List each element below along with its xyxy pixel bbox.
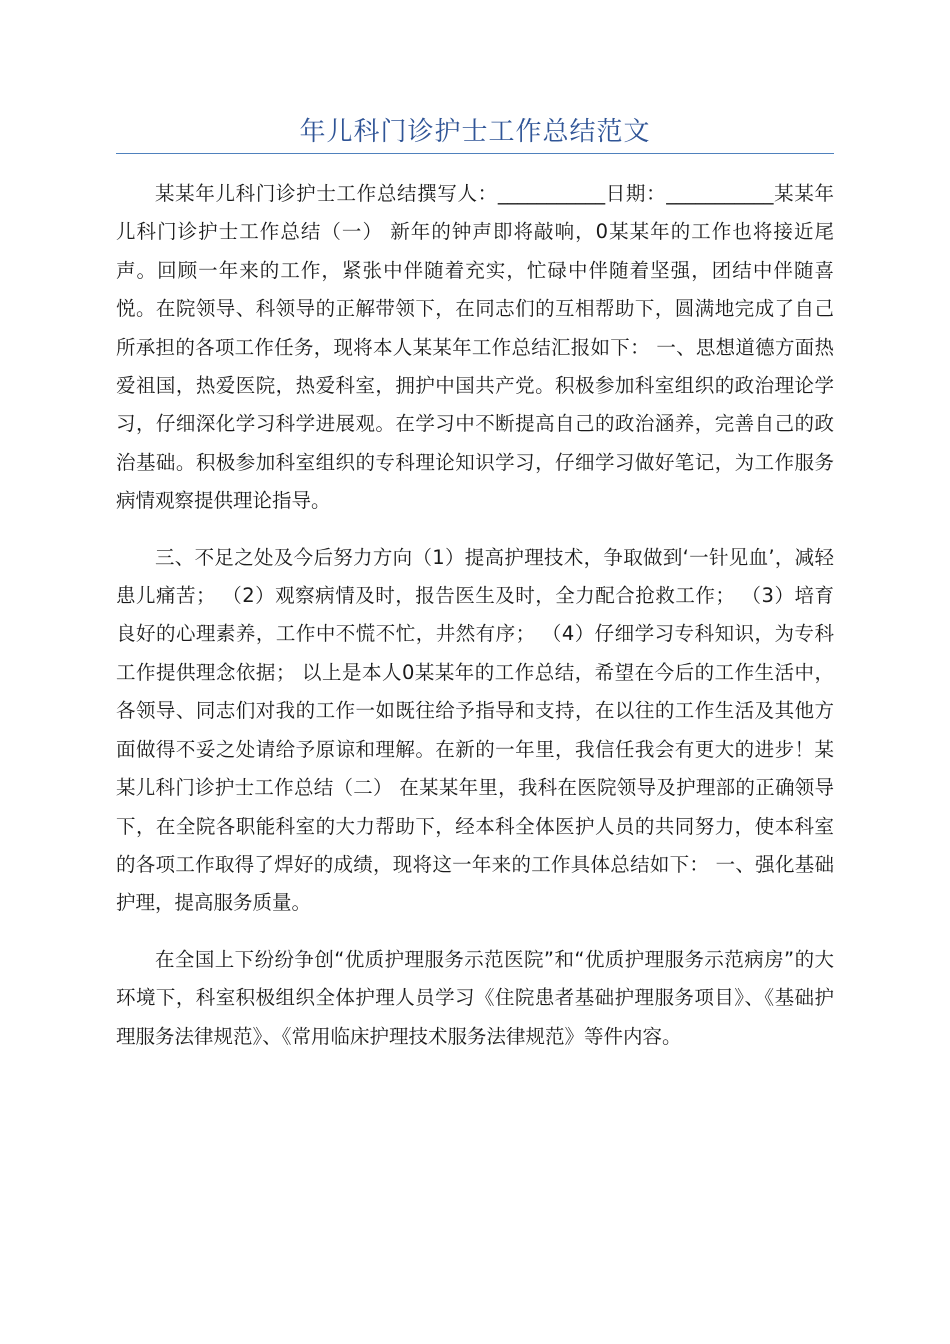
document-body [116,175,834,1074]
title-underline [116,153,834,154]
paragraph: 某某年儿科门诊护士工作总结撰写人：___________日期：___________某某年儿科门诊护士工作总结（一） 新年的钟声即将敲响，0某某年的工作也将接近尾声。回顾一年来的工作，紧张中伴随着充实，忙碌中伴随着坚强，团结中伴随喜悦。在院领导、科领导的正解带领下，在同志们的互相帮助下，圆满地完成了自己所承担的各项工作任务，现将本人某某年工作总结汇报如下： 一、思想道德方面热爱祖国，热爱医院，热爱科室，拥护中国共产党。积极参加科室组织的政治理论学习，仔细深化学习科学进展观。在学习中不断提高自己的政治涵养，完善自己的政治基础。积极参加科室组织的专科理论知识学习，仔细学习做好笔记，为工作服务病情观察提供理论指导。 [116,182,834,513]
document-title: 年儿科门诊护士工作总结范文 [299,117,651,147]
paragraph: 三、不足之处及今后努力方向（1）提高护理技术，争取做到‘一针见血’，减轻患儿痛苦； （2）观察病情及时，报告医生及时，全力配合抢救工作； （3）培育良好的心理素养，工作中不慌不忙，井然有序； （4）仔细学习专科知识，为专科工作提供理念依据； 以上是本人0某某年的工作总结，希望在今后的工作生活中，各领导、同志们对我的工作一如既往给予指导和支持，在以往的工作生活及其他方面做得不妥之处请给予原谅和理解。在新的一年里，我信任我会有更大的进步！某某儿科门诊护士工作总结（二） 在某某年里，我科在医院领导及护理部的正确领导下，在全院各职能科室的大力帮助下，经本科全体医护人员的共同努力，使本科室的各项工作取得了焊好的成绩，现将这一年来的工作具体总结如下： 一、强化基础护理，提高服务质量。 [116,545,834,915]
paragraph: 在全国上下纷纷争创“优质护理服务示范医院”和“优质护理服务示范病房”的大环境下，科室积极组织全体护理人员学习《住院患者基础护理服务项目》、《基础护理服务法律规范》、《常用临床护理技术服务法律规范》等件内容。 [116,947,834,1048]
